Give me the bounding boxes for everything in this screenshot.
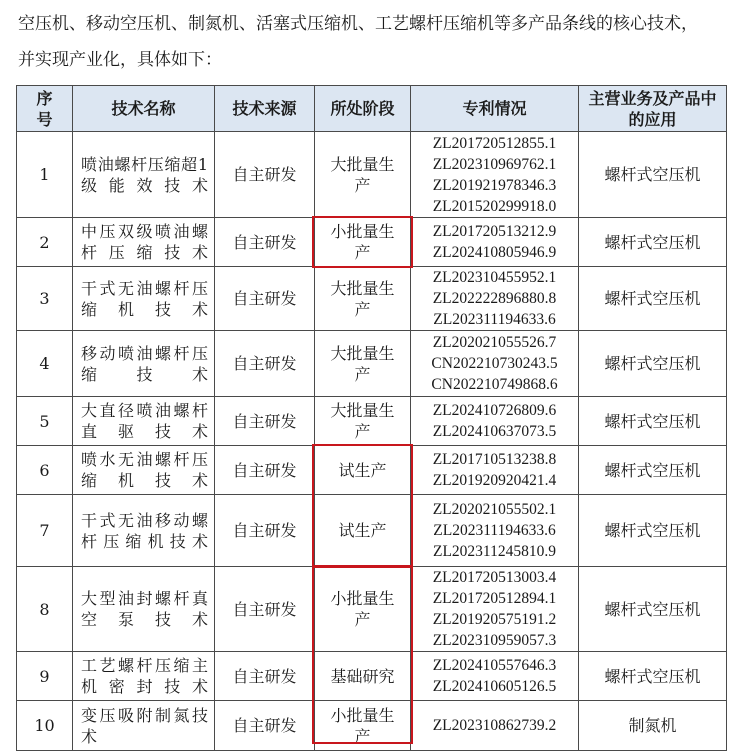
row-tech-name: 工艺螺杆压缩主机密封技术 (73, 652, 215, 701)
row-application: 螺杆式空压机 (579, 218, 727, 267)
table-row (17, 267, 727, 331)
row-source: 自主研发 (215, 701, 315, 751)
row-tech-name: 喷油螺杆压缩超1级能效技术 (73, 132, 215, 218)
intro-line-1: 空压机、移动空压机、制氮机、活塞式压缩机、工艺螺杆压缩机等多产品条线的核心技术， (18, 14, 698, 34)
row-application: 螺杆式空压机 (579, 132, 727, 218)
row-stage: 大批量生产 (315, 132, 411, 218)
row-no: 10 (17, 701, 73, 751)
row-patents (411, 267, 579, 331)
row-application: 螺杆式空压机 (579, 267, 727, 331)
row-no: 7 (17, 495, 73, 567)
row-patents (411, 567, 579, 652)
row-tech-name: 干式无油螺杆压缩机技术 (73, 267, 215, 331)
stage-highlight-box (312, 216, 413, 268)
patent-number: ZL202311245810.9 (433, 543, 556, 560)
patent-number: CN202210749868.6 (431, 376, 558, 393)
row-tech-name: 喷水无油螺杆压缩机技术 (73, 446, 215, 495)
patent-number: ZL201710513238.8 (432, 451, 557, 468)
row-source: 自主研发 (215, 267, 315, 331)
row-stage: 大批量生产 (315, 267, 411, 331)
row-patents (411, 132, 579, 218)
patent-number: ZL202410557646.3 (432, 657, 557, 674)
patent-number: ZL201520299918.0 (432, 197, 557, 215)
row-no: 4 (17, 331, 73, 397)
row-application: 螺杆式空压机 (579, 495, 727, 567)
row-tech-name: 大直径喷油螺杆直驱技术 (73, 397, 215, 446)
patent-number: ZL202311194633.6 (433, 522, 556, 539)
table-row (17, 397, 727, 446)
patent-number: ZL202410637073.5 (432, 423, 557, 440)
patent-number: ZL202310959057.3 (432, 632, 557, 649)
row-application: 螺杆式空压机 (579, 397, 727, 446)
row-patents (411, 218, 579, 267)
row-application: 螺杆式空压机 (579, 652, 727, 701)
row-stage: 小批量生产 (315, 701, 411, 751)
patent-number: ZL201921978346.3 (432, 176, 557, 194)
row-application: 螺杆式空压机 (579, 446, 727, 495)
row-no: 1 (17, 132, 73, 218)
row-source: 自主研发 (215, 218, 315, 267)
patent-number: CN202210730243.5 (431, 355, 558, 372)
row-tech-name: 大型油封螺杆真空泵技术 (73, 567, 215, 652)
row-patents (411, 495, 579, 567)
row-no: 2 (17, 218, 73, 267)
row-patents (411, 446, 579, 495)
row-no: 8 (17, 567, 73, 652)
row-no: 6 (17, 446, 73, 495)
patent-number: ZL202310969762.1 (432, 155, 557, 173)
patent-number: ZL201720513003.4 (432, 569, 557, 586)
intro-paragraph (18, 6, 738, 78)
patent-number: ZL201720513212.9 (432, 223, 557, 240)
row-tech-name: 移动喷油螺杆压缩技术 (73, 331, 215, 397)
intro-line-2: 并实现产业化，具体如下： (18, 50, 222, 70)
row-source: 自主研发 (215, 495, 315, 567)
row-tech-name: 变压吸附制氮技术 (73, 701, 215, 751)
patent-number: ZL202222896880.8 (432, 290, 557, 307)
header-source: 技术来源 (215, 86, 315, 132)
patent-number: ZL201920920421.4 (432, 472, 557, 489)
row-patents (411, 652, 579, 701)
header-stage: 所处阶段 (315, 86, 411, 132)
row-stage: 小批量生产 (315, 567, 411, 652)
patent-number: ZL201720512855.1 (432, 134, 557, 152)
header-name: 技术名称 (73, 86, 215, 132)
row-source: 自主研发 (215, 397, 315, 446)
row-stage: 小批量生产 (315, 218, 411, 267)
row-tech-name: 干式无油移动螺杆压缩机技术 (73, 495, 215, 567)
header-no: 序号 (17, 86, 73, 132)
patent-number: ZL201720512894.1 (432, 590, 557, 607)
stage-highlight-box (312, 565, 413, 744)
row-patents (411, 701, 579, 751)
row-source: 自主研发 (215, 446, 315, 495)
row-stage: 试生产 (315, 495, 411, 567)
patent-number: ZL202310455952.1 (432, 269, 557, 286)
table-row (17, 331, 727, 397)
row-stage: 大批量生产 (315, 397, 411, 446)
row-source: 自主研发 (215, 567, 315, 652)
patent-number: ZL202311194633.6 (433, 311, 556, 328)
header-application: 主营业务及产品中的应用 (579, 86, 727, 132)
row-no: 3 (17, 267, 73, 331)
row-stage: 试生产 (315, 446, 411, 495)
patent-number: ZL202410805946.9 (432, 244, 557, 261)
patent-number: ZL202021055502.1 (432, 501, 557, 518)
row-no: 9 (17, 652, 73, 701)
table-row (17, 132, 727, 218)
row-source: 自主研发 (215, 331, 315, 397)
row-no: 5 (17, 397, 73, 446)
patent-number: ZL202021055526.7 (432, 334, 557, 351)
patent-number: ZL202410726809.6 (432, 402, 557, 419)
row-patents (411, 397, 579, 446)
table-header-row (17, 86, 727, 132)
row-application: 螺杆式空压机 (579, 331, 727, 397)
row-application: 制氮机 (579, 701, 727, 751)
header-patent: 专利情况 (411, 86, 579, 132)
row-tech-name: 中压双级喷油螺杆压缩技术 (73, 218, 215, 267)
row-source: 自主研发 (215, 652, 315, 701)
row-stage: 大批量生产 (315, 331, 411, 397)
patent-number: ZL202410605126.5 (432, 678, 557, 695)
row-source: 自主研发 (215, 132, 315, 218)
patent-number: ZL202310862739.2 (432, 717, 557, 734)
patent-number: ZL201920575191.2 (432, 611, 557, 628)
stage-highlight-box (312, 444, 413, 568)
row-application: 螺杆式空压机 (579, 567, 727, 652)
row-stage: 基础研究 (315, 652, 411, 701)
row-patents (411, 331, 579, 397)
